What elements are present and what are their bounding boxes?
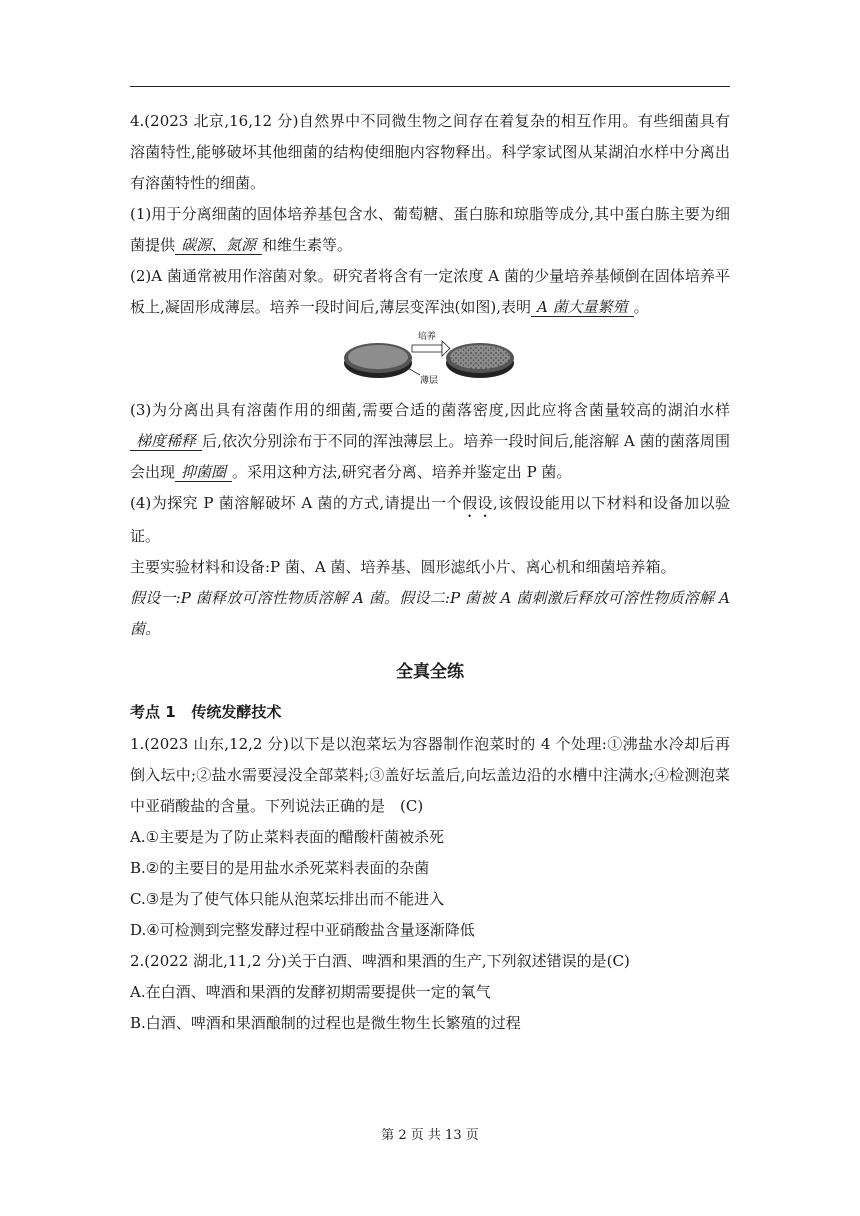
q2-option-a: A.在白酒、啤酒和果酒的发酵初期需要提供一定的氧气: [130, 983, 491, 1001]
q4-part2-text: (2)A 菌通常被用作溶菌对象。研究者将含有一定浓度 A 菌的少量培养基倾倒在固体培养平板上,凝固形成薄层。培养一段时间后,薄层变浑浊(如图),表明: [130, 267, 730, 316]
q4-part3-answer-1: 梯度稀释: [130, 432, 202, 451]
header-rule: [130, 86, 730, 87]
dish-before: [344, 343, 412, 378]
q2-option-b: B.白酒、啤酒和果酒酿制的过程也是微生物生长繁殖的过程: [130, 1014, 521, 1032]
page-footer: 第 2 页 共 13 页: [381, 1128, 479, 1143]
q4-part4-emphasis: 假设: [462, 494, 494, 512]
layer-pointer: [406, 367, 420, 375]
dish-after: [446, 343, 514, 378]
q4-part3-text: (3)为分离出具有溶菌作用的细菌,需要合适的菌落密度,因此应将含菌量较高的湖泊水样: [130, 401, 730, 419]
q4-hypothesis: 假设一:P 菌释放可溶性物质溶解 A 菌。假设二:P 菌被 A 菌刺激后释放可溶性物质溶解 A 菌。: [130, 589, 730, 638]
q4-part1: [130, 199, 730, 261]
q1-stem: 1.(2023 山东,12,2 分)以下是以泡菜坛为容器制作泡菜时的 4 个处理:①沸盐水冷却后再倒入坛中;②盐水需要浸没全部菜料;③盖好坛盖后,向坛盖边沿的水槽中注满水;④检测泡菜中亚硝酸盐的含量。下列说法正确的是 (C): [130, 735, 730, 815]
q4-part1-answer: 碳源、氮源: [175, 236, 262, 255]
q4-part1-text: (1)用于分离细菌的固体培养基包含水、葡萄糖、蛋白胨和琼脂等成分,其中蛋白胨主要为细菌提供: [130, 205, 730, 254]
q4-part3: [130, 395, 730, 488]
q1-option-a: A.①主要是为了防止菜料表面的醋酸杆菌被杀死: [130, 828, 445, 846]
point-title-number: 考点 1: [130, 703, 176, 721]
q4-part4-text: (4)为探究 P 菌溶解破坏 A 菌的方式,请提出一个: [130, 494, 463, 512]
petri-dish-figure: [130, 325, 730, 389]
point-title-text: 传统发酵技术: [191, 703, 282, 721]
culture-label: 培养: [418, 332, 437, 342]
layer-label: 薄层: [420, 376, 439, 386]
q4-part2: [130, 261, 730, 323]
q2-stem: 2.(2022 湖北,11,2 分)关于白酒、啤酒和果酒的生产,下列叙述错误的是(C): [130, 952, 630, 970]
q4-stem: 4.(2023 北京,16,12 分)自然界中不同微生物之间存在着复杂的相互作用。有些细菌具有溶菌特性,能够破坏其他细菌的结构使细胞内容物释出。科学家试图从某湖泊水样中分离出有溶菌特性的细菌。: [130, 112, 730, 192]
page-content: [130, 106, 730, 1039]
q4-part3-answer-2: 抑菌圈: [175, 463, 232, 482]
q4-part3-mid: 后,依次分别涂布于不同的浑浊薄层上。培养一段时间后,能溶解 A 菌的菌落周围会出现: [130, 432, 730, 481]
culture-arrow: [412, 330, 450, 356]
q1-option-c: C.③是为了使气体只能从泡菜坛排出而不能进入: [130, 890, 445, 908]
q1-option-d: D.④可检测到完整发酵过程中亚硝酸盐含量逐渐降低: [130, 921, 475, 939]
q4-part4-tail: ,该假设能用以下材料和设备加以验证。: [130, 494, 730, 545]
q4-part4: [130, 488, 730, 552]
q4-part2-answer: A 菌大量繁殖: [531, 298, 634, 317]
q4-part2-tail: 。: [633, 298, 649, 316]
q1-option-b: B.②的主要目的是用盐水杀死菜料表面的杂菌: [130, 859, 430, 877]
q4-materials: 主要实验材料和设备:P 菌、A 菌、培养基、圆形滤纸小片、离心机和细菌培养箱。: [130, 558, 676, 576]
section-title: 全真全练: [396, 662, 464, 682]
point-title: [130, 697, 730, 727]
q4-part1-tail: 和维生素等。: [262, 236, 353, 254]
petri-dish-diagram: [340, 327, 520, 387]
q4-part3-tail: 。采用这种方法,研究者分离、培养并鉴定出 P 菌。: [232, 463, 572, 481]
